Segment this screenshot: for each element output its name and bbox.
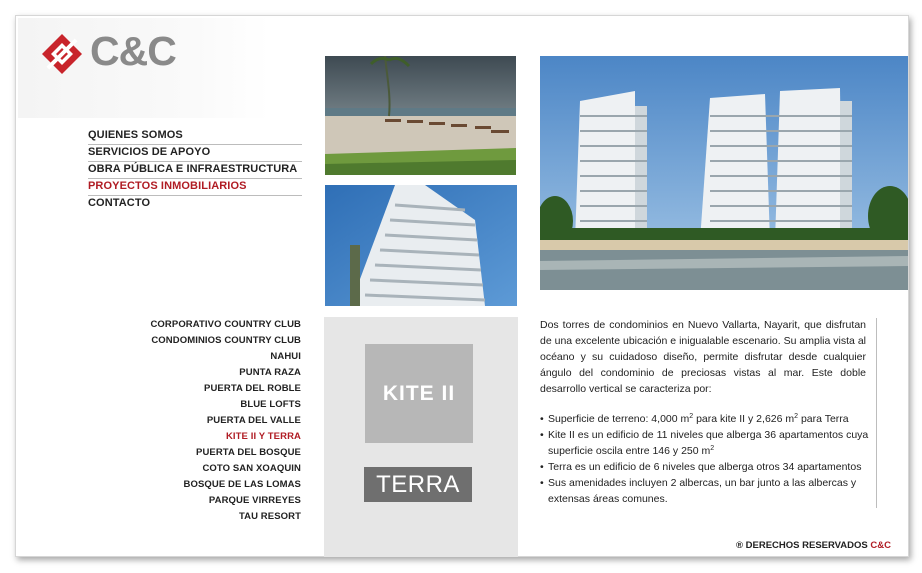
project-item[interactable]: BLUE LOFTS: [240, 399, 301, 410]
diamond-logo-icon: [40, 32, 84, 76]
beach-terrace-photo: [325, 56, 516, 175]
towers-beach-photo: [540, 56, 908, 290]
project-item-active[interactable]: KITE II Y TERRA: [225, 431, 301, 442]
feature-item: • Terra es un edificio de 6 niveles que alberga otros 34 apartamentos: [540, 459, 875, 475]
copyright-brand: C&C: [870, 540, 891, 551]
nav-item-servicios-de-apoyo[interactable]: SERVICIOS DE APOYO: [88, 145, 302, 162]
features-list: [540, 411, 875, 507]
divider: [876, 318, 877, 508]
logo-text: C&C: [90, 28, 176, 74]
project-item[interactable]: NAHUI: [270, 351, 301, 362]
project-item[interactable]: CORPORATIVO COUNTRY CLUB: [150, 319, 301, 330]
nav-item-obra-publica[interactable]: OBRA PÚBLICA E INFRAESTRUCTURA: [88, 162, 302, 179]
project-item[interactable]: COTO SAN XOAQUIN: [202, 463, 301, 474]
terra-button[interactable]: TERRA: [364, 467, 472, 502]
copyright-text: DERECHOS RESERVADOS: [745, 540, 868, 551]
projects-list: [150, 317, 301, 525]
nav-item-proyectos-inmobiliarios[interactable]: PROYECTOS INMOBILIARIOS: [88, 179, 302, 196]
project-item[interactable]: CONDOMINIOS COUNTRY CLUB: [151, 335, 301, 346]
logo[interactable]: [18, 18, 270, 118]
feature-item-continued: superficie oscila entre 146 y 250 $m^2$: [548, 445, 715, 457]
project-item[interactable]: PUNTA RAZA: [239, 367, 301, 378]
project-description: Dos torres de condominios en Nuevo Vallarta, Nayarit, que disfrutan de una excelente ubicación e inigualable escenario. Su amplia vista al océano y su cuidadoso diseño, permite disfrutar desde cualquier ángulo del condominio de preciosas vistas al mar. Este doble desarrollo vertical se caracteriza por:: [540, 319, 866, 395]
project-item[interactable]: TAU RESORT: [238, 511, 301, 522]
project-item[interactable]: PUERTA DEL BOSQUE: [196, 447, 301, 458]
project-item[interactable]: PUERTA DEL ROBLE: [204, 383, 301, 394]
tower-closeup-photo: [325, 185, 517, 306]
registered-symbol: ®: [736, 540, 743, 551]
kite-ii-button[interactable]: KITE II: [365, 344, 473, 443]
copyright: [736, 540, 891, 551]
nav-item-contacto[interactable]: CONTACTO: [88, 197, 151, 209]
feature-item-continued: extensas áreas comunes.: [548, 493, 668, 505]
feature-item: • Superficie de terreno: 4,000 $m^2$ para kite II y 2,626 $m^2$ para Terra: [540, 411, 875, 427]
project-item[interactable]: BOSQUE DE LAS LOMAS: [183, 479, 301, 490]
feature-item: • Kite II es un edificio de 11 niveles que alberga 36 apartamentos cuya: [540, 427, 875, 443]
project-item[interactable]: PUERTA DEL VALLE: [206, 415, 301, 426]
main-nav: [88, 128, 302, 212]
nav-item-quienes-somos[interactable]: QUIENES SOMOS: [88, 128, 302, 145]
project-item[interactable]: PARQUE VIRREYES: [208, 495, 301, 506]
feature-item: • Sus amenidades incluyen 2 albercas, un bar junto a las albercas y: [540, 475, 875, 491]
